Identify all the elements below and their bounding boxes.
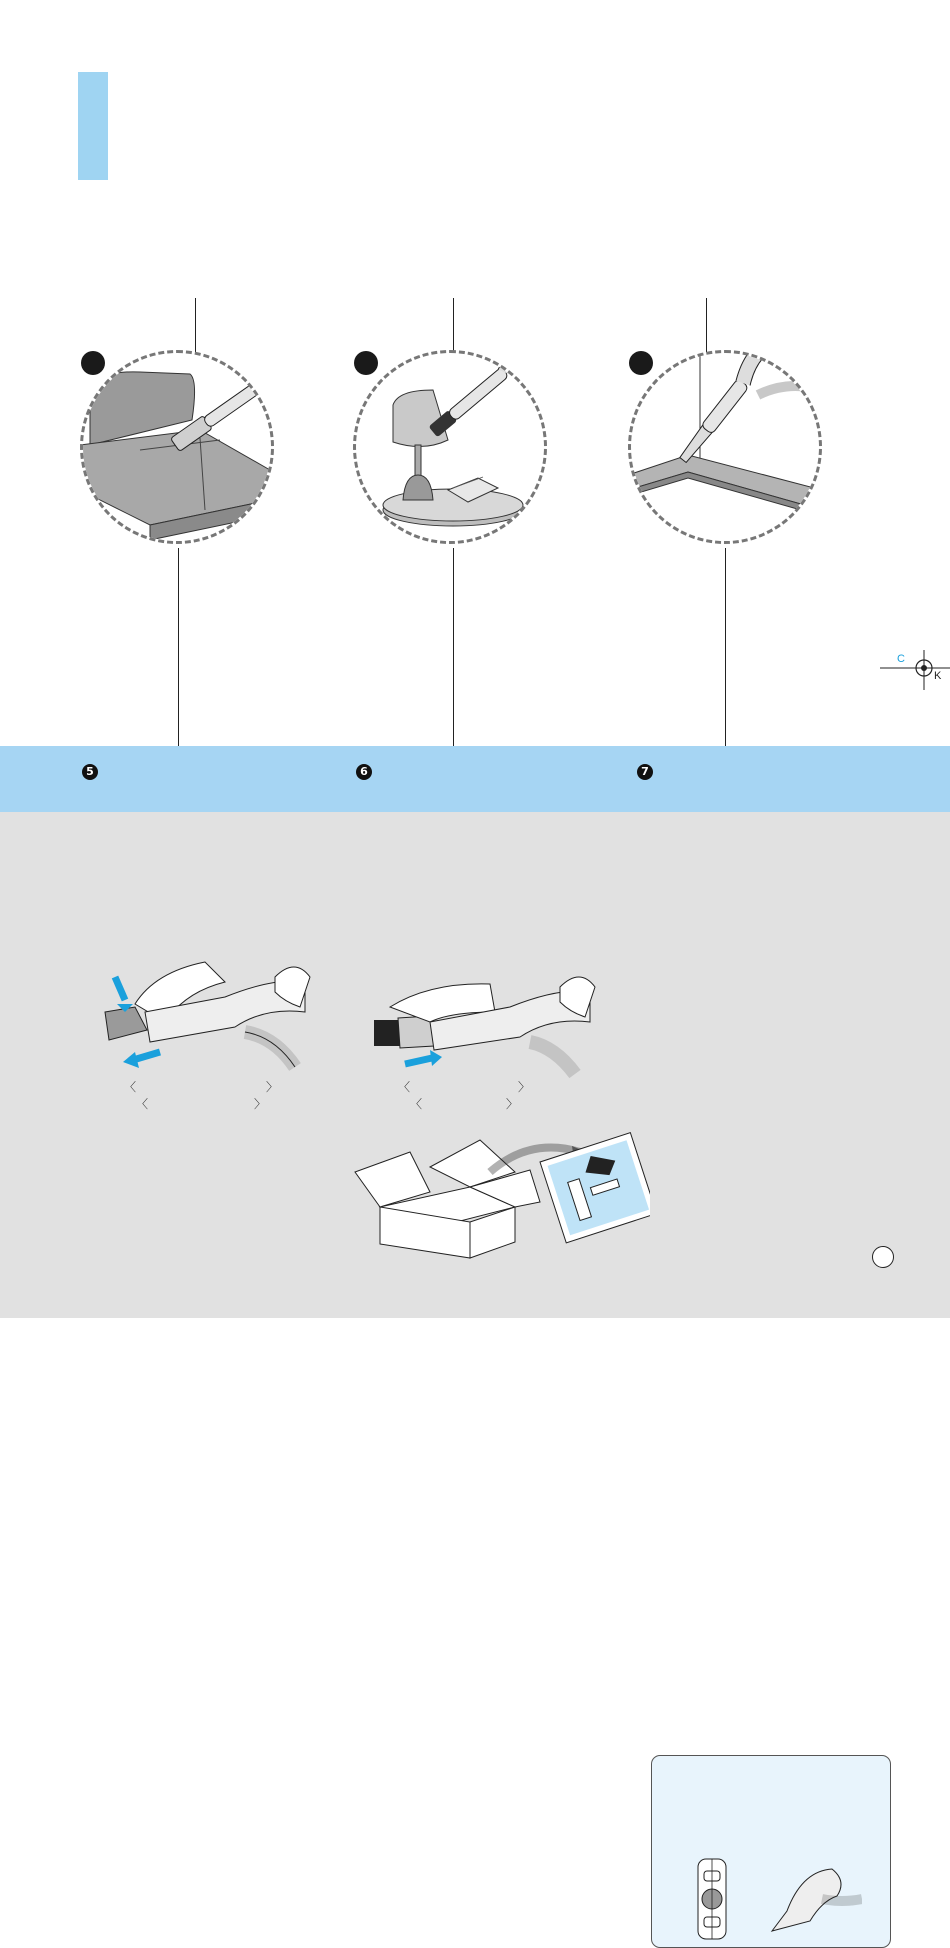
baseboard-illustration — [628, 350, 822, 544]
step-number-icon — [629, 351, 653, 375]
remove-brush-illustration — [95, 952, 315, 1082]
instruction-panel — [0, 812, 950, 1318]
caption-mid-bracket-open: 〈 — [398, 1080, 411, 1094]
caption-left-bracket-close-2: 〉 — [254, 1097, 267, 1111]
attach-brush-illustration — [370, 962, 600, 1082]
note-box — [651, 1755, 891, 1948]
step-number-icon — [81, 351, 105, 375]
caption-left-bracket-open: 〈 — [124, 1080, 137, 1094]
storage-box-illustration — [350, 1132, 650, 1262]
accent-bar — [78, 72, 108, 180]
callout-line-4 — [178, 548, 179, 746]
handle-illustration — [692, 1851, 862, 1946]
caption-mid-bracket-close: 〉 — [518, 1080, 531, 1094]
lamp-illustration — [353, 350, 547, 544]
sofa-illustration — [80, 350, 274, 544]
step-5-marker: 5 — [82, 764, 98, 780]
registration-black-label: K — [934, 670, 942, 682]
caption-left-bracket-close: 〉 — [266, 1080, 279, 1094]
step-number-icon — [354, 351, 378, 375]
step-7-marker: 7 — [637, 764, 653, 780]
callout-line-5 — [453, 548, 454, 746]
caption-mid-bracket-open-2: 〈 — [410, 1097, 423, 1111]
registration-cyan-label: C — [897, 653, 905, 665]
caption-mid-bracket-close-2: 〉 — [506, 1097, 519, 1111]
page-number-circle — [872, 1246, 894, 1268]
step-header-band — [0, 746, 950, 812]
caption-left-bracket-open-2: 〈 — [136, 1097, 149, 1111]
step-6-marker: 6 — [356, 764, 372, 780]
callout-line-6 — [725, 548, 726, 746]
